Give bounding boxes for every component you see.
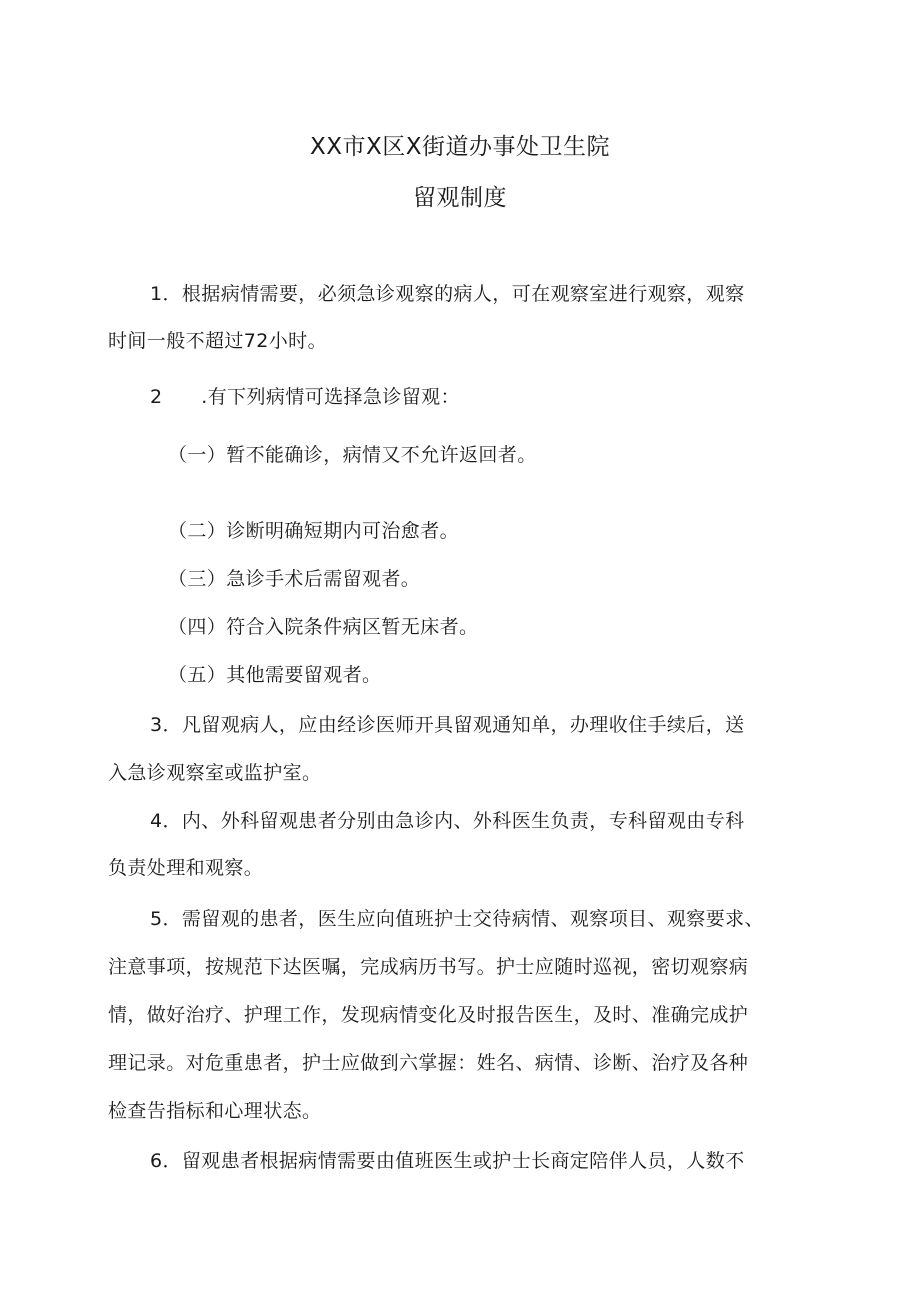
list-item-3: （三）急诊手术后需留观者。 [168,568,421,590]
paragraph-5-line-3: 情，做好治疗、护理工作，发现病情变化及时报告医生，及时、准确完成护 [108,1004,749,1026]
paragraph-1-line-1: 1．根据病情需要，必须急诊观察的病人，可在观察室进行观察，观察 [150,283,745,305]
list-item-2: （二）诊断明确短期内可治愈者。 [168,520,460,542]
document-title: XX市X区X街道办事处卫生院 [309,134,611,160]
paragraph-3-line-1: 3．凡留观病人，应由经诊医师开具留观通知单，办理收住手续后，送 [150,714,745,736]
document-subtitle: 留观制度 [413,185,507,211]
paragraph-5-line-1: 5．需留观的患者，医生应向值班护士交待病情、观察项目、观察要求、 [150,908,764,930]
paragraph-5-line-2: 注意事项，按规范下达医嘱，完成病历书写。护士应随时巡视，密切观察病 [108,956,749,978]
paragraph-5-line-5: 检查告指标和心理状态。 [108,1100,322,1122]
list-item-1: （一）暂不能确诊，病情又不允许返回者。 [168,444,537,466]
paragraph-4-line-2: 负责处理和观察。 [108,857,264,879]
paragraph-2-line-1: 2 .有下列病情可选择急诊留观： [150,386,460,408]
paragraph-1-line-2: 时间一般不超过72小时。 [108,330,327,352]
paragraph-5-line-4: 理记录。对危重患者，护士应做到六掌握：姓名、病情、诊断、治疗及各种 [108,1052,749,1074]
paragraph-4-line-1: 4．内、外科留观患者分别由急诊内、外科医生负责，专科留观由专科 [150,810,745,832]
list-item-4: （四）符合入院条件病区暂无床者。 [168,616,479,638]
paragraph-6-line-1: 6．留观患者根据病情需要由值班医生或护士长商定陪伴人员，人数不 [150,1150,745,1172]
paragraph-3-line-2: 入急诊观察室或监护室。 [108,762,322,784]
list-item-5: （五）其他需要留观者。 [168,664,382,686]
